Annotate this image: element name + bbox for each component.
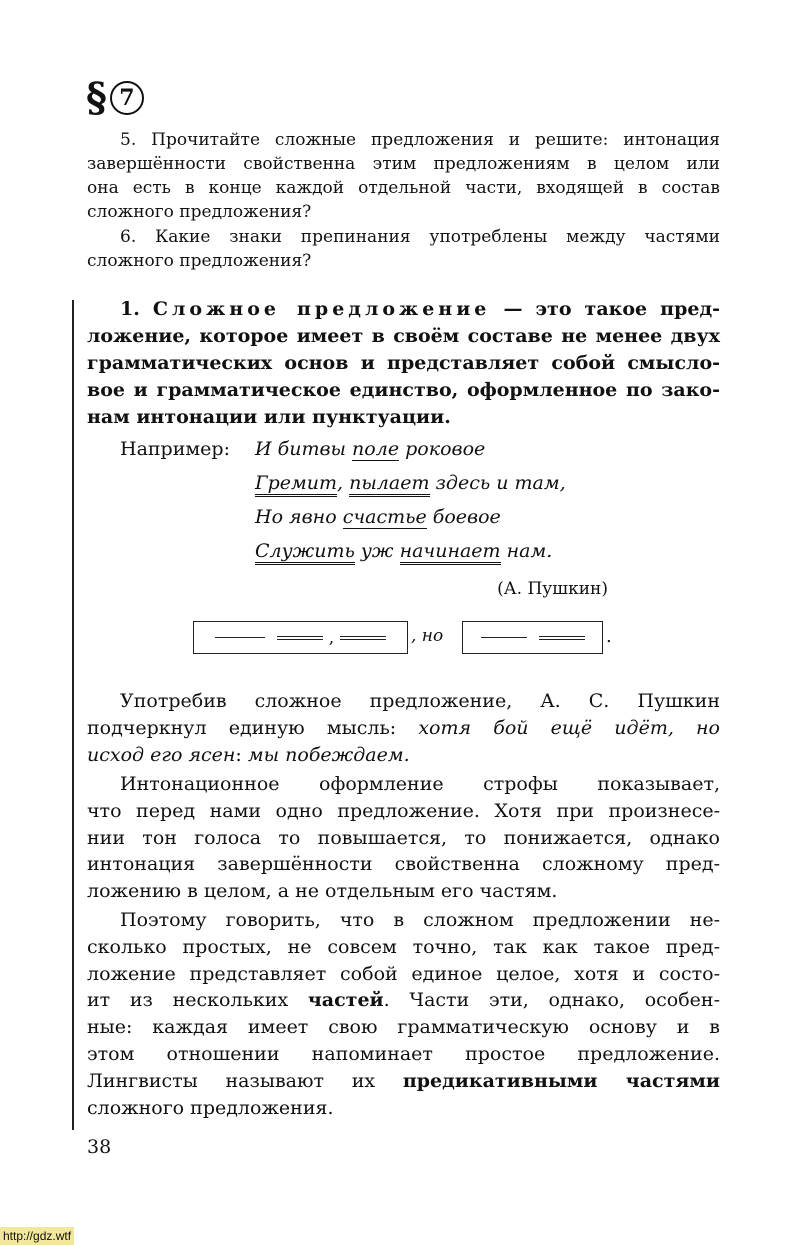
italic-text: хотя бой ещё идёт, но [418,716,720,739]
italic-text: исход его ясен [87,743,236,766]
text: уж [354,540,400,562]
paragraph-1 [87,688,720,768]
schema-conjunction: , но [411,626,444,646]
section-sign: § [86,74,107,121]
italic-text: мы побеждаем [247,743,404,766]
subject-line [215,637,265,638]
predicate-word: Служить [255,540,355,565]
subject-word: счастье [342,506,427,528]
question-6 [87,225,720,273]
schema-part-2 [462,621,603,654]
page-number: 38 [87,1136,112,1158]
text-line: ложение, которое имеет в своём составе не менее двух [87,325,720,347]
schema-part-1 [193,621,408,654]
text-line: что перед нами одно предложение. Хотя при произнесе- [87,799,720,822]
definition-term: Сложное предложение [152,298,491,320]
definition-number: 1. [120,298,140,320]
bold-term: частей [307,989,384,1012]
paragraph-3 [87,907,720,1121]
text-line: сложного предложения? [87,202,312,222]
text-line: Употребив сложное предложение, А. С. Пушкин [120,690,720,712]
text-line: ные: каждая имеет свою грамматическую основу и в [87,1016,720,1039]
subject-line [481,637,527,638]
bold-term: предикативными частями [402,1069,720,1092]
schema-period: . [606,626,612,647]
poem-author: (А. Пушкин) [497,579,608,599]
predicate-line [340,636,386,640]
rule-margin-bar [72,300,74,1130]
poem-line [255,432,566,466]
text-line [87,296,720,323]
text-line: грамматических основ и представляет собой смысло- [87,352,720,374]
text: И битвы [255,438,353,460]
paragraph-2 [87,771,720,905]
text-line [87,742,720,769]
text-line: нам интонации или пунктуации. [87,406,451,428]
predicate-line [277,636,323,640]
text-line: она есть в конце каждой отдельной части, входящей в состав [87,178,720,198]
text: ит из нескольких [87,989,308,1012]
text: . [403,743,410,766]
text-line [87,987,720,1014]
text-line: сложного предложения. [87,1096,334,1119]
text-line: Интонационное оформление строфы показывает, [120,773,720,795]
text-line [87,1068,720,1095]
predicate-word: Гремит [255,472,337,497]
text: Но явно [255,506,343,528]
subject-word: поле [352,438,400,460]
schema-comma: , [328,627,335,648]
text: нам. [500,540,553,562]
text: боевое [426,506,501,528]
predicate-line [539,636,585,640]
text-line: сколько простых, не совсем точно, так как такое пред- [87,935,720,958]
poem-line [255,466,566,500]
watermark-link[interactable]: http://gdz.wtf [0,1227,74,1245]
text-line: Поэтому говорить, что в сложном предложении не- [120,909,720,931]
text-line: сложного предложения? [87,251,312,271]
definition [87,296,720,431]
poem [255,432,566,568]
text-line [87,715,720,742]
text-line: 6. Какие знаки препинания употреблены между частями [120,227,720,247]
text: Лингвисты называют их [87,1069,403,1092]
text-line: интонация завершённости свойственна сложному пред- [87,853,720,876]
poem-line [255,534,566,568]
poem-line [255,500,566,534]
example-label: Например: [120,438,230,460]
predicate-word: пылает [349,472,429,497]
text: — это такое пред- [503,298,720,320]
text-line: 5. Прочитайте сложные предложения и решите: интонация [120,130,720,150]
text: . Части эти, однако, особен- [383,989,720,1012]
text: роковое [399,438,486,460]
section-heading [86,74,144,121]
question-5 [87,128,720,224]
text: : [235,743,248,766]
text: подчеркнул единую мысль: [87,716,419,739]
text-line: ложению в целом, а не отдельным его частям. [87,880,558,903]
text-line: завершённости свойственна этим предложениям в целом или [87,154,720,174]
text-line: вое и грамматическое единство, оформленное по зако- [87,379,720,401]
text-line: этом отношении напоминает простое предложение. [87,1042,720,1065]
section-number-circle: 7 [110,81,144,115]
text-line: ложение представляет собой единое целое, хотя и состо- [87,962,720,985]
predicate-word: начинает [400,540,501,565]
text-line: нии тон голоса то повышается, то понижается, однако [87,826,720,849]
text: , [337,472,350,494]
text: здесь и там, [429,472,566,494]
